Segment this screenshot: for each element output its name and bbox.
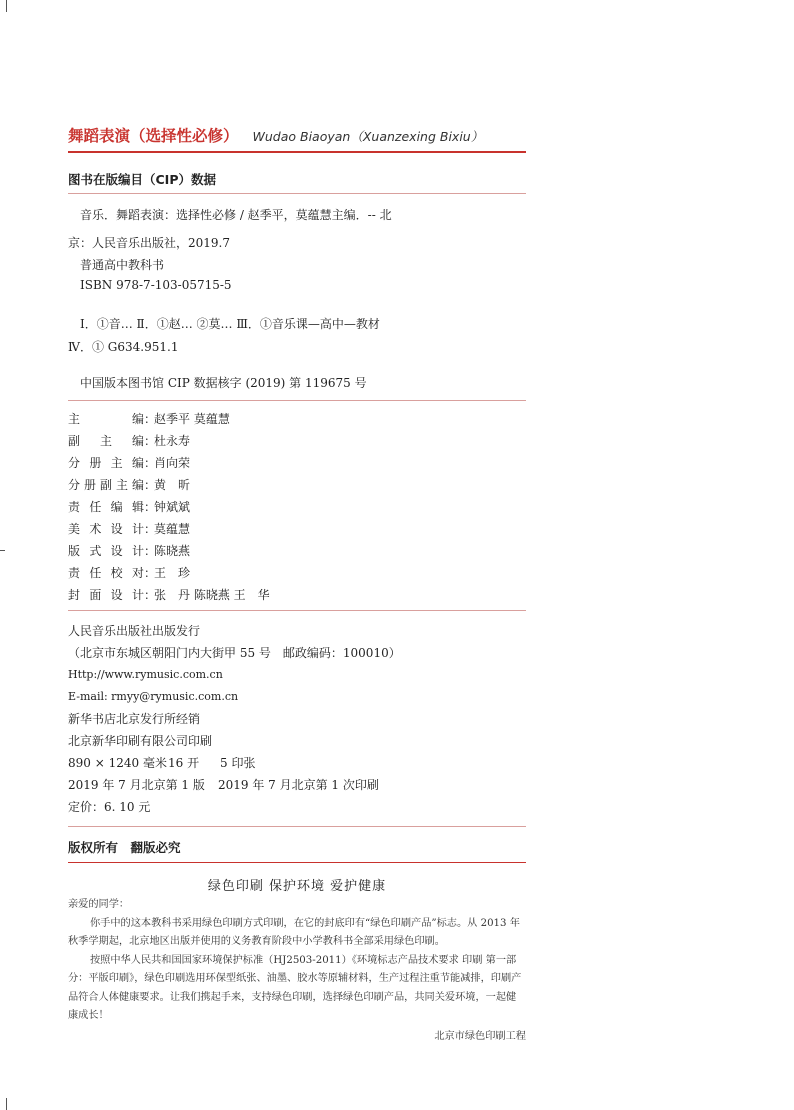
green-print-paragraph: 按照中华人民共和国国家环境保护标准（HJ2503-2011）《环境标志产品技术要求 印刷 第一部分：平版印刷》，绿色印刷选用环保型纸张、油墨、胶水等原辅材料，生产过程注重节能减排，印刷产品符合人体健康要求。让我们携起手来，支持绿色印刷，选择绿色印刷产品，共同关爱环境，一起健康成长！ <box>68 954 522 1021</box>
green-print-signature: 北京市绿色印刷工程 <box>434 1030 526 1042</box>
book-title-header <box>68 124 526 148</box>
printing: 2019 年 7 月北京第 1 次印刷 <box>218 778 379 792</box>
book-folio: 16 开 <box>168 756 200 770</box>
crop-mark-top <box>6 0 7 12</box>
staff-row: 副 主 编 ： 杜永寿 <box>68 434 191 448</box>
cip-line: 普通高中教科书 <box>80 258 165 272</box>
staff-role: 责 任 编 辑 <box>68 500 144 514</box>
crop-mark-middle <box>0 550 5 551</box>
staff-names: 黄 昕 <box>154 478 191 492</box>
book-title-pinyin: Wudao Biaoyan（Xuanzexing Bixiu） <box>252 129 484 144</box>
staff-names: 肖向荣 <box>154 456 191 470</box>
header-divider <box>68 151 526 153</box>
staff-names: 王 珍 <box>154 566 191 580</box>
publisher-address: （北京市东城区朝阳门内大街甲 55 号 邮政编码：100010） <box>68 646 401 660</box>
staff-role: 副 主 编 <box>68 434 144 448</box>
staff-names: 杜永寿 <box>154 434 191 448</box>
staff-names: 莫蕴慧 <box>154 522 191 536</box>
publisher-website[interactable]: Http://www.rymusic.com.cn <box>68 668 223 681</box>
copyright-divider-top <box>68 826 526 827</box>
publishing-divider-top <box>68 610 526 611</box>
book-title-cn: 舞蹈表演（选择性必修） <box>68 127 239 145</box>
staff-row: 美 术 设 计 ： 莫蕴慧 <box>68 522 191 536</box>
staff-role: 版 式 设 计 <box>68 544 144 558</box>
cip-divider-top <box>68 193 526 194</box>
staff-divider-top <box>68 400 526 401</box>
distributor: 新华书店北京发行所经销 <box>68 712 201 726</box>
staff-role: 分 册 副 主 编 <box>68 478 144 492</box>
cip-line: 京：人民音乐出版社，2019.7 <box>68 236 230 250</box>
staff-names: 陈晓燕 <box>154 544 191 558</box>
publisher-email[interactable]: E-mail: rmyy@rymusic.com.cn <box>68 690 239 703</box>
staff-role: 美 术 设 计 <box>68 522 144 536</box>
staff-row: 责 任 校 对 ： 王 珍 <box>68 566 191 580</box>
staff-row: 主 编 ： 赵季平 莫蕴慧 <box>68 412 230 426</box>
staff-row: 责 任 编 辑 ： 钟斌斌 <box>68 500 191 514</box>
staff-row: 分 册 主 编 ： 肖向荣 <box>68 456 191 470</box>
green-print-title: 绿色印刷 保护环境 爱护健康 <box>207 879 387 894</box>
copyright-notice: 版权所有 翻版必究 <box>68 840 181 855</box>
cip-heading: 图书在版编目（CIP）数据 <box>68 172 216 187</box>
book-specs <box>68 754 255 771</box>
green-print-greeting: 亲爱的同学： <box>68 899 130 910</box>
book-sheets: 5 印张 <box>220 756 256 770</box>
copyright-divider-bottom <box>68 862 526 863</box>
staff-role: 分 册 主 编 <box>68 456 144 470</box>
book-format: 890 × 1240 毫米 <box>68 756 167 770</box>
crop-mark-bottom <box>6 1098 7 1110</box>
green-print-notice <box>68 896 526 1046</box>
cip-line: ISBN 978-7-103-05715-5 <box>80 278 232 292</box>
staff-names: 钟斌斌 <box>154 500 191 514</box>
edition-info <box>68 776 379 793</box>
staff-names: 赵季平 莫蕴慧 <box>154 412 230 426</box>
green-print-paragraph: 你手中的这本教科书采用绿色印刷方式印刷，在它的封底印有“绿色印刷产品”标志。从 2013 年秋季学期起，北京地区出版并使用的义务教育阶段中小学教科书全部采用绿色印刷。 <box>68 917 520 947</box>
edition: 2019 年 7 月北京第 1 版 <box>68 778 205 792</box>
staff-role: 主 编 <box>68 412 144 426</box>
staff-row: 封 面 设 计 ： 张 丹 陈晓燕 王 华 <box>68 588 270 602</box>
cip-line: 音乐．舞蹈表演：选择性必修 / 赵季平，莫蕴慧主编．-- 北 <box>80 208 392 222</box>
staff-row: 分 册 副 主 编 ： 黄 昕 <box>68 478 191 492</box>
cip-line: 中国版本图书馆 CIP 数据核字 (2019) 第 119675 号 <box>80 376 367 390</box>
publisher: 人民音乐出版社出版发行 <box>68 624 201 638</box>
staff-role: 责 任 校 对 <box>68 566 144 580</box>
printer: 北京新华印刷有限公司印刷 <box>68 734 213 748</box>
cip-line: Ⅳ．① G634.951.1 <box>68 340 179 354</box>
staff-names: 张 丹 陈晓燕 王 华 <box>154 588 270 602</box>
staff-role: 封 面 设 计 <box>68 588 144 602</box>
cip-line: Ⅰ．①音… Ⅱ．①赵… ②莫… Ⅲ．①音乐课—高中—教材 <box>80 317 380 331</box>
price: 定价：6. 10 元 <box>68 800 151 814</box>
staff-row: 版 式 设 计 ： 陈晓燕 <box>68 544 191 558</box>
